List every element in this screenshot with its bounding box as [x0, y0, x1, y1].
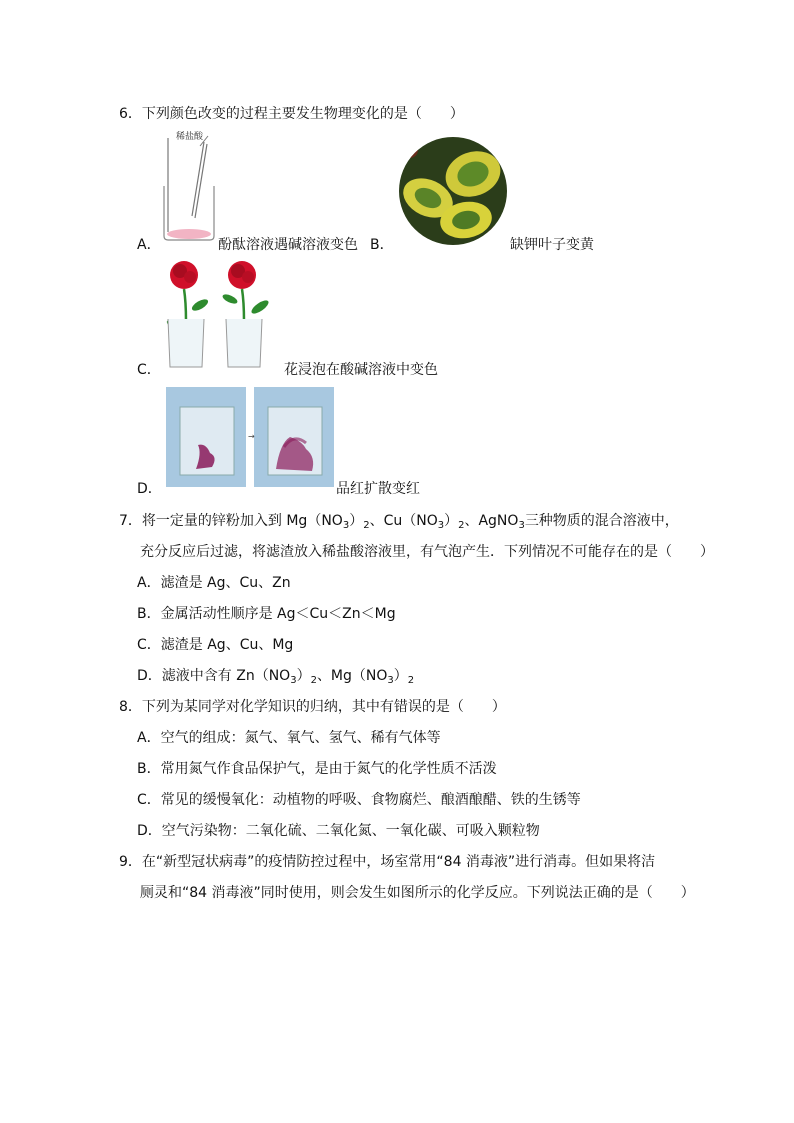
q7-option-d: D．滤液中含有 $Zn(NO_3)_2$、$Mg(NO_3)_2$: [137, 668, 415, 686]
q7-option-a: A．滤渣是 Ag、Cu、Zn: [137, 575, 291, 591]
q8-stem: 8．下列为某同学对化学知识的归纳，其中有错误的是（ ）: [119, 699, 506, 715]
q6-option-c-letter: C．: [137, 362, 161, 378]
q8-option-c: C．常见的缓慢氧化：动植物的呼吸、食物腐烂、酿酒酿醋、铁的生锈等: [137, 792, 581, 808]
q6-option-b-text: 缺钾叶子变黄: [510, 237, 594, 253]
beaker-dropper-image: [160, 128, 216, 246]
q6-option-a-text: 酚酞溶液遇碱溶液变色: [218, 237, 358, 253]
q7-option-b: B．金属活动性顺序是 Ag＜Cu＜Zn＜Mg: [137, 606, 396, 622]
q7-stem-line1: 7．将一定量的锌粉加入到 $Mg(NO_3)_2$、$Cu(NO_3)_2$、AgNO$_3$三种物质的混合溶液中，: [119, 513, 679, 531]
q6-option-b-letter: B．: [370, 237, 394, 253]
q8-option-a: A．空气的组成：氮气、氧气、氢气、稀有气体等: [137, 730, 441, 746]
q6-stem: 6．下列颜色改变的过程主要发生物理变化的是（ ）: [119, 106, 464, 122]
q9-stem-line2: 厕灵和“84 消毒液”同时使用，则会发生如图所示的化学反应。下列说法正确的是（ ）: [140, 885, 695, 901]
hcl-label: 稀盐酸: [176, 132, 204, 142]
q7-option-c: C．滤渣是 Ag、Cu、Mg: [137, 637, 294, 653]
svg-text:→: →: [248, 432, 255, 441]
q6-option-d-text: 品红扩散变红: [336, 481, 420, 497]
dye-diffusion-image: [166, 387, 334, 487]
roses-in-glasses-image: [162, 255, 282, 375]
q6-option-c-text: 花浸泡在酸碱溶液中变色: [284, 362, 438, 378]
yellow-leaf-image: [398, 136, 508, 246]
q9-stem-line1: 9．在“新型冠状病毒”的疫情防控过程中，场室常用“84 消毒液”进行消毒。但如果将洁: [119, 854, 656, 870]
q8-option-d: D．空气污染物：二氧化硫、二氧化氮、一氧化碳、可吸入颗粒物: [137, 823, 540, 839]
q7-stem-line2: 充分反应后过滤，将滤渣放入稀盐酸溶液里，有气泡产生．下列情况不可能存在的是（ ）: [140, 544, 714, 560]
q8-option-b: B．常用氮气作食品保护气，是由于氮气的化学性质不活泼: [137, 761, 497, 777]
q6-option-a-letter: A．: [137, 237, 161, 253]
q6-option-d-letter: D．: [137, 481, 162, 497]
